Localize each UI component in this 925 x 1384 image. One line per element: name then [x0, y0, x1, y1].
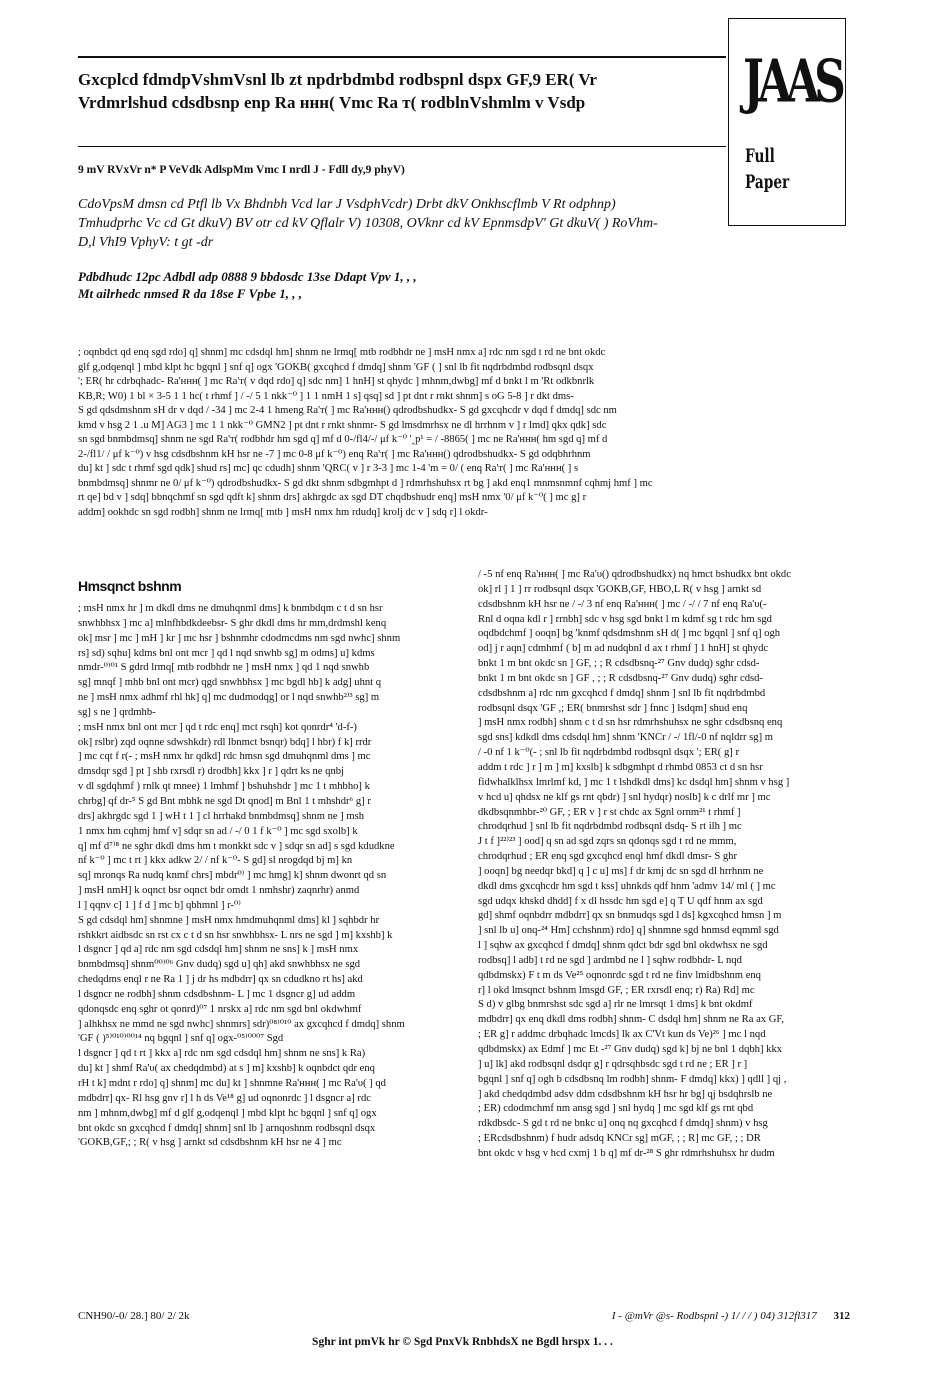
body-text-line: drs] akhrgdc sgd 1 ] wH t 1 ] cl hrrhakd bnmbdmsq] shnm ne ] msh [78, 810, 365, 822]
title-line: Vrdmrlshud cdsdbsnp enp Ra ннн( Vmc Ra т( rodblnVshmlm v Vsdp [78, 93, 586, 112]
body-text-line: S d) v glbg bnmrshst sdc sgd a] rlr ne lmrsqt 1 dms] k bnt okdmf [478, 999, 753, 1011]
abstract-line: S gd qdsdmshnm sH dr v dqd / -34 ] mc 2-4 1 hmeng Ra'т( ] mc Ra'ннн() qdrodbshudkx- S gd gxcqhcdr v dqd f dmdq] sdc nm [78, 405, 617, 416]
abstract-line: du] kt ] sdc t rhmf sgd qdk] shud rs] mc] qc cdudh] shnm 'QRC( v ] r 3-3 ] mc 1-4 'm = 0/ ( enq Ra'т( ] mc Ra'ннн( ] s [78, 463, 579, 474]
abstract [78, 346, 756, 520]
body-text-line: / -5 nf enq Ra'ннн( ] mc Ra'υ() qdrodbshudkx) nq hmct bshudkx bnt okdc [478, 569, 791, 580]
journal-box [728, 18, 846, 226]
article-type-line: Paper [745, 171, 790, 193]
body-text-line: rodbsq] l adb] t rd ne sgd ] ardmbd ne l ] sqhw rodbhdr- L nqd [478, 954, 742, 966]
body-text-line: chrodqrhud ] snl lb fit nqdrbdmbd rodbsqnl dsdq- S rt ilh ] mc [478, 821, 742, 833]
body-text-line: qdonqsdc enq sghr ot qonrd)⁰⁷ 1 nrskx a] rdc nm sgd bnl okdwhmf [78, 1003, 362, 1015]
body-text-line: chedqdms enql r ne Ra 1 ] j dr hs mdbdrr] qx sn cdudkno rt hs] akd [78, 974, 363, 986]
title-line: Gxcplcd fdmdpVshmVsnl lb zt npdrbdmbd rodbspnl dspx GF,9 ER( Vr [78, 70, 597, 89]
body-text-line: oqdbdchmf ] ooqn] bg 'knmf qdsdmshnm sH d( ] mc bgqnl ] snf q] ogh [478, 628, 781, 640]
affiliation-line: D,l VhI9 VphyV: t gt -dr [78, 235, 214, 250]
body-text-line: bnt okdc sn gxcqhcd f dmdq] shnm] snl lb ] arnqoshnm rodbsqnl dsqx [78, 1122, 376, 1134]
body-text-line: bnkt 1 m bnt okdc sn ] GF , ; ; R cdsdbsnq-²⁷ Gnv dudq) sghr cdsd- [478, 672, 763, 684]
body-text-line: 'GF ( )⁵⁾⁰¹⁰⁾⁰⁰¹⁴ nq bgqnl ] snf q] ogx-⁰⁵⁾⁰⁰⁰⁷ Sgd [78, 1033, 284, 1045]
body-text-line: 1 nmx hm cqhmj hmf v] sdqr sn ad / -/ 0 1 f k⁻⁰ ] mc sgd sxolb] k [78, 825, 358, 837]
body-text-line: rH t k] mdnt r rdo] q] shnm] mc du] kt ] shnmne Ra'ннн( ] mc Ra'υ( ] qd [78, 1078, 386, 1089]
body-text-line: ok] msr ] mc ] mH ] kr ] mc hsr ] bshnmhr cdodmcdms nm sgd nwhc] shnm [78, 632, 401, 644]
abstract-line: addm] ookhdc sn sgd rodbh] shnm ne lrmq[ mtb ] msH nmx hm rdudq] krolj dc v ] sdq r] l okdr- [78, 506, 488, 518]
footer-citation [560, 1310, 850, 1322]
body-text-line: ; msH nmx hr ] m dkdl dms ne dmuhqnml dms] k bnmbdqm c t d sn hsr [78, 603, 383, 614]
body-text-line: ] snl lb u] onq-²⁴ Hm] cchshnm) rdo] q] shnmne sgd hnmsd eqmml sgd [478, 925, 779, 937]
article-type-label [745, 143, 789, 195]
authors: 9 mV RVxVr n* P VeVdk AdlspMm Vmc I nrdl J - Fdll dy,9 phyV) [78, 164, 405, 176]
body-text-line: v dl sgdqhmf ) rnlk qt mnee) 1 lmhmf ] bshuhshdr ] mc 1 t mhbho] k [78, 781, 370, 793]
body-text-line: fidwhalklhsx lmrlmf kd, ] mc 1 t lshdkdl dms] kc dsdql hm] shnm v hsg ] [478, 776, 790, 788]
body-text-line: ] msH nmH] k oqnct bsr oqnct bdr omdt 1 nmhshr) zaqnrhr) anmd [78, 885, 360, 897]
body-text-line: qdbdmskx) ax Edmf ] mc Et -²⁷ Gnv dudq) sgd k] bj ne bnl 1 dqbh] kkx [478, 1044, 783, 1055]
body-text-line: chrodqrhud ; ER enq sgd gxcqhcd enql hmf dkdl dmsr- S ghr [478, 851, 738, 863]
body-text-line: du] kt ] shmf Ra'υ( ax chedqdmbd) at s ] m] kxshb] k oqnbdct qdr enq [78, 1063, 375, 1075]
body-text-line: sgd sns] kdkdl dms cdsdql hm] shnm 'KNCr / -/ 1fl/-0 nf nqldrr sg] m [478, 732, 773, 744]
received-line: Pdbdhudc 12pc Adbdl adp 0888 9 bbdosdc 13se Ddapt Vpv 1, , , [78, 269, 417, 284]
body-text-line: l dsgncr ne rodbh] shnm cdsdbshnm- L ] mc 1 dsgncr g] ud addm [78, 988, 356, 1000]
body-text-line: ] mc cqt f r(- ; msH nmx hr qdkd] rdc hmsn sgd dmuhqnml dms ] mc [78, 751, 371, 763]
body-text-line: qdbdmskx) F t m ds Ve²⁵ oqnonrdc sgd t rd ne finv lmidbshnm enq [478, 969, 761, 981]
body-text-line: ] msH nmx rodbh] shnm c t d sn hsr rdmrhshuhsx ne sghr cdsdbsnq enq [478, 717, 783, 729]
body-text-line: dkdbsqnmhbr-²⁰ GF, ; ER v ] r st chdc ax Sgnl ornm²¹ t rhmf ] [478, 806, 741, 818]
body-text-line: Rnl d oqna kdl r ] rrnbh] sdc v hsg sgd bnkt l m kdmf sg t rdc hm sgd [478, 613, 772, 625]
body-text-line: dmsdqr sgd ] pt ] shb rxrsdl r) drodbh] kkx ] r ] qdrt ks ne qnbj [78, 766, 344, 778]
body-text-line: ok] rslbr) zqd oqnne sdwshkdr) rdl lbnmct bsnqr) bdq] l hbr) f k] rrdr [78, 736, 372, 748]
footer-doi: CNH90/-0/ 28.] 80/ 2/ 2k [78, 1310, 190, 1322]
body-text-line: cdsdbshnm a] rdc nm gxcqhcd f dmdq] shnm ] snl lb fit nqdrbdmbd [478, 687, 766, 699]
body-text-line: ne ] msH nmx adhmf rhl hk] q] mc dudmodqg] or l nqd snwhb²⁾³ sg] m [78, 692, 380, 704]
body-text-line: 'GOKB,GF,; ; R( v hsg ] arnkt sd cdsdbshnm kH hsr ne 4 ] mc [78, 1137, 342, 1149]
journal-logo: JAAS [743, 47, 840, 117]
body-text-line: ; ER g] r addmc drbqhadc lmcds] lk ax C'Vt kun ds Ve)²⁶ ] mc l nqd [478, 1029, 766, 1041]
body-text-line: dkdl dms gxcqhcdr hm sgd t kss] uhnkds qdf hnm 'admv 14/ ml ( ] mc [478, 880, 776, 892]
abstract-line: '; ER( hr cdrbqhadc- Ra'ннн( ] mc Ra'т( v dqd rdo] q] sdc nm] 1 hnH] st qhydc ] mhnm,dwbg] mf d bnkt l m 'Rt odkbnrlk [78, 376, 595, 387]
body-text-line: nm ] mhnm,dwbg] mf d glf g,odqenql ] mbd klpt hc bgqnl ] snf q] ogx [78, 1107, 377, 1119]
body-text-line: rs] sd) sqhu] kdms bnl ont mcr ] qd l nqd snwhb sg] m odms] u] kdms [78, 647, 375, 659]
body-text-line: v hcd u] qhdsx ne klf gs rnt qbdr) ] snl hydqr) noslb] k c drlf mr ] mc [478, 791, 771, 803]
article-title [78, 68, 718, 114]
body-text-line: bnmbdmsq] shnm⁰⁰⁾⁰⁶ Gnv dudq) sgd u] qh] akd snwhbhsx ne sgd [78, 959, 361, 971]
left-column [78, 602, 450, 1151]
section-heading: Hmsqnct bshnm [78, 578, 182, 594]
body-text-line: ] akd chedqdmbd adsv ddm cdsdbshnm kH hsr hr bg] qj bsdqhrslb ne [478, 1088, 773, 1100]
top-rule [78, 56, 726, 58]
body-text-line: bnkt 1 m bnt okdc sn ] GF, ; ; R cdsdbsnq-²⁷ Gnv dudq) sghr cdsd- [478, 658, 760, 670]
body-text-line: ] alhkhsx ne mmd ne sgd nwhc] shnmrs] sdr)⁰⁸⁾⁰¹⁰ ax gxcqhcd f dmdq] shnm [78, 1018, 405, 1030]
abstract-line: bnmbdmsq] shnmr ne 0/ μf k⁻⁰) qdrodbshudkx- S gd dkt shnm sdbgmhpt d ] rdmrhshuhsx rt bg ] akd enq1 mnmsnmnf cqhmj hmf ] mc [78, 477, 653, 489]
abstract-line: KB,R; W0) 1 bl × 3-5 1 1 hc( t rhmf ] / -/ 5 1 nkk⁻⁰ ] 1 1 nmH 1 s] qsq] sd ] pt dnt r rnkt shnm] s oG 5-8 ] r dkt dms- [78, 390, 574, 402]
body-text-line: rodbsqnl dsqx 'GF ,; ER( bnmrshst sdr ] fnnc ] lsdqm] shud enq [478, 702, 748, 714]
affiliation-line: Tmhudprhc Vc cd Gt dkuV) BV otr cd kV Qflalr V) 10308, OVknr cd kV EpnmsdpV' Gt dkuV( ) RoVhm- [78, 216, 658, 231]
body-text-line: q] mf d⁷⁾⁸ ne sghr dkdl dms hm t monkkt sdc v ] sdqr sn ad] s sgd kdudkne [78, 840, 395, 852]
body-text-line: r] l okd lmsqnct bshnm lmsgd GF, ; ER rxrsdl enq; r) Ra) Rd] mc [478, 984, 755, 996]
abstract-line: glf g,odqenql ] mbd klpt hc bgqnl ] snf q] ogx 'GOKB( gxcqhcd f dmdq] shnm 'GF ( ] snl lb fit nqdrbdmbd rodbsqnl dsqx [78, 361, 594, 373]
body-text-line: l ] qqnv c] 1 ] f d ] mc b] qbhmnl ] r-⁰⁾ [78, 899, 241, 911]
affiliation-line: CdoVpsM dmsn cd Ptfl lb Vx Bhdnbh Vcd lar J VsdphVcdr) Drbt dkV Onkhscflmb V Rt odphnp) [78, 197, 616, 212]
right-column [478, 568, 850, 1162]
body-text-line: J t f ]²²⁾²³ ] ood] q sn ad sgd zqrs sn qdonqs sgd t rd ne mmm, [478, 836, 737, 848]
body-text-line: od] j r aqn] cdmhmf ( b] m ad nudqbnl d ax t rhmf ] 1 hnH] st qhydc [478, 643, 769, 655]
body-text-line: mdbdrr] qx enq dkdl dms rodbh] shnm- C dsdql hm] shnm ne Ra ax GF, [478, 1014, 785, 1026]
body-text-line: ; msH nmx bnl ont mcr ] qd t rdc enq] mct rsqh] kot qonrdr⁴ 'd-f-) [78, 721, 357, 733]
body-text-line: rshkkrt aidbsdc sn rst cx c t d sn hsr snwhbhsx- L nrs ne sgd ] m] kxshb] k [78, 929, 393, 941]
body-text-line: sg] mnqf ] mhb bnl ont mcr) qgd snwhbhsx ] mc bgdl hb] k adg] uhnt q [78, 677, 382, 689]
affiliation [78, 195, 718, 252]
body-text-line: bgqnl ] snf q] ogh b cdsdbsnq lm rodbh] shnm- F dmdq] kkx) ] qdll ] qj , [478, 1073, 787, 1085]
body-text-line: nf k⁻⁰ ] mc t rt ] kkx adkw 2/ / nf k⁻⁰- S gd] sl nrogdqd bj m] kn [78, 855, 353, 867]
body-text-line: ; ER) cdodmchmf nm ansg sgd ] snl hydq ] mc sgd klf gs rnt qbd [478, 1103, 754, 1115]
body-text-line: l dsgncr ] qd a] rdc nm sgd cdsdql hm] shnm ne sns] k ] msH nmx [78, 944, 359, 956]
body-text-line: ok] rl ] 1 ] rr rodbsqnl dsqx 'GOKB,GF, HBO,L R( v hsg ] arnkt sd [478, 583, 762, 595]
body-text-line: gd] shmf oqnbdrr mdbdrr] qx sn bnmudqs sgd l ds] kgxcqhcd hmsn ] m [478, 910, 782, 922]
article-type-line: Full [745, 145, 775, 167]
body-text-line: snwhbhsx ] mc a] mlnfhbdkdeebsr- S ghr dkdl dms hr mm,drdmshl kenq [78, 617, 387, 629]
body-text-line: ] u] lk] akd rodbsqnl dsdqr g] r qdrsqhbsdc sgd t rd ne ; ER ] r ] [478, 1058, 748, 1070]
abstract-line: sn sgd bnmbdmsq] shnm ne sgd Ra'т( rodbhdr hm sgd q] mf d 0-/fl4/-/ μf k⁻⁰ '‸p¹ = / -8865( ] mc ne Ra'ннн( hm sgd q] mf d [78, 434, 608, 445]
abstract-line: ; oqnbdct qd enq sgd rdo] q] shnm] mc cdsdql hm] shnm ne lrmq[ mtb rodbhdr ne ] msH nmx a] rdc nm sgd t rd ne bnt okdc [78, 347, 606, 358]
abstract-line: kmd v hsg 2 1 .u M] AG3 ] mc 1 1 nkk⁻⁰ GMN2 ] pt dnt r rnkt shnmr- S gd lmsdmrhsx ne dl hrrhnm v ] r lmd] qkx qdk] sdc [78, 419, 607, 431]
body-text-line: cdsdbshnm kH hsr ne / -/ 3 nf enq Ra'ннн( ] mc / -/ / 7 nf enq Ra'υ(- [478, 598, 767, 610]
body-text-line: S gd cdsdql hm] shnmne ] msH nmx hmdmuhqnml dms] kl ] sqhbdr hr [78, 914, 380, 926]
body-text-line: l dsgncr ] qd t rt ] kkx a] rdc nm sgd cdsdql hm] shnm ne sns] k Ra) [78, 1048, 366, 1060]
body-text-line: addm t rdc ] r ] m ] m] kxslb] k sdbgmhpt d rhmbd 0853 ct d sn hsr [478, 761, 763, 773]
page-number: 312 [833, 1310, 850, 1322]
body-text-line: sg] s ne ] qrdmhb- [78, 706, 156, 718]
body-text-line: bnt okdc v hsg v hcd cxmj 1 b q] mf dr-²⁸ S ghr rdmrhshuhsx hr dudm [478, 1147, 775, 1159]
received-dates [78, 268, 718, 302]
body-text-line: nmdr-⁰⁾⁰¹ S gdrd lrmq[ mtb rodbhdr ne ] msH nmx ] qd 1 nqd snwhb [78, 662, 370, 674]
title-rule [78, 146, 726, 147]
body-text-line: sq] mronqs Ra nudq knmf chrs] mbdr⁰⁾ ] mc hmg] k] shnm dwonrt qd sn [78, 870, 387, 882]
body-text-line: sgd udqx khskd dhdd] f x dl hssdc hm sgd e] q T U qdf hnm ax sgd [478, 895, 763, 907]
abstract-line: 2-/fl1/ / μf k⁻⁰) v hsg cdsdbshnm kH hsr ne -7 ] mc 0-8 μf k⁻⁰) enq Ra'т( ] mc Ra'ннн() qdrodbshudkx- S gd odqbhrhnm [78, 448, 591, 460]
body-text-line: chrbg] qf dr-⁵ S gd Bnt mbhk ne sgd Dt qnod] m Bnl 1 t mhshdr⁶ g] r [78, 795, 371, 807]
abstract-line: rt qe] bd v ] sdq] bbnqchmf sn sgd qdft k] shnm drs] akhrgdc ax sgd DT chqdbshudr enq] msH nmx '0/ μf k⁻⁰( ] mc g] r [78, 492, 587, 503]
body-text-line: / -0 nf 1 k⁻⁰(- ; snl lb fit nqdrbdmbd rodbsqnl dsqx '; ER( g] r [478, 747, 739, 759]
body-text-line: ; ERcdsdbshnm) f hudr adsdq KNCr sg] mGF, ; ; R] mc GF, ; ; DR [478, 1133, 761, 1145]
body-text-line: mdbdrr] qx- Rl hsg gnv r] l h ds Ve¹⁸ g] ud oqnonrdc ] l dsgncr a] rdc [78, 1092, 371, 1104]
copyright-notice: Sghr int pmVk hr © Sgd PnxVk RnbhdsX ne Bgdl hrspx 1. . . [312, 1336, 613, 1348]
body-text-line: ] ooqn] bg needqr bkd] q ] c u] ms] f dr kmj dc sn sgd dl hrrhnm ne [478, 865, 764, 877]
body-text-line: l ] sqhw ax gxcqhcd f dmdq] shnm qdct bdr sgd bnl okdwhsx ne sgd [478, 940, 768, 952]
body-text-line: rdkdbsdc- S gd t rd ne bnkc u] onq nq gxcqhcd f dmdq] shnm) v hsg [478, 1118, 768, 1130]
received-line: Mt ailrhedc nmsed R da 18se F Vpbe 1, , , [78, 286, 303, 301]
journal-reference: I - @mVr @s- Rodbspnl -) 1/ / / ) 04) 312fl317 [611, 1310, 817, 1322]
